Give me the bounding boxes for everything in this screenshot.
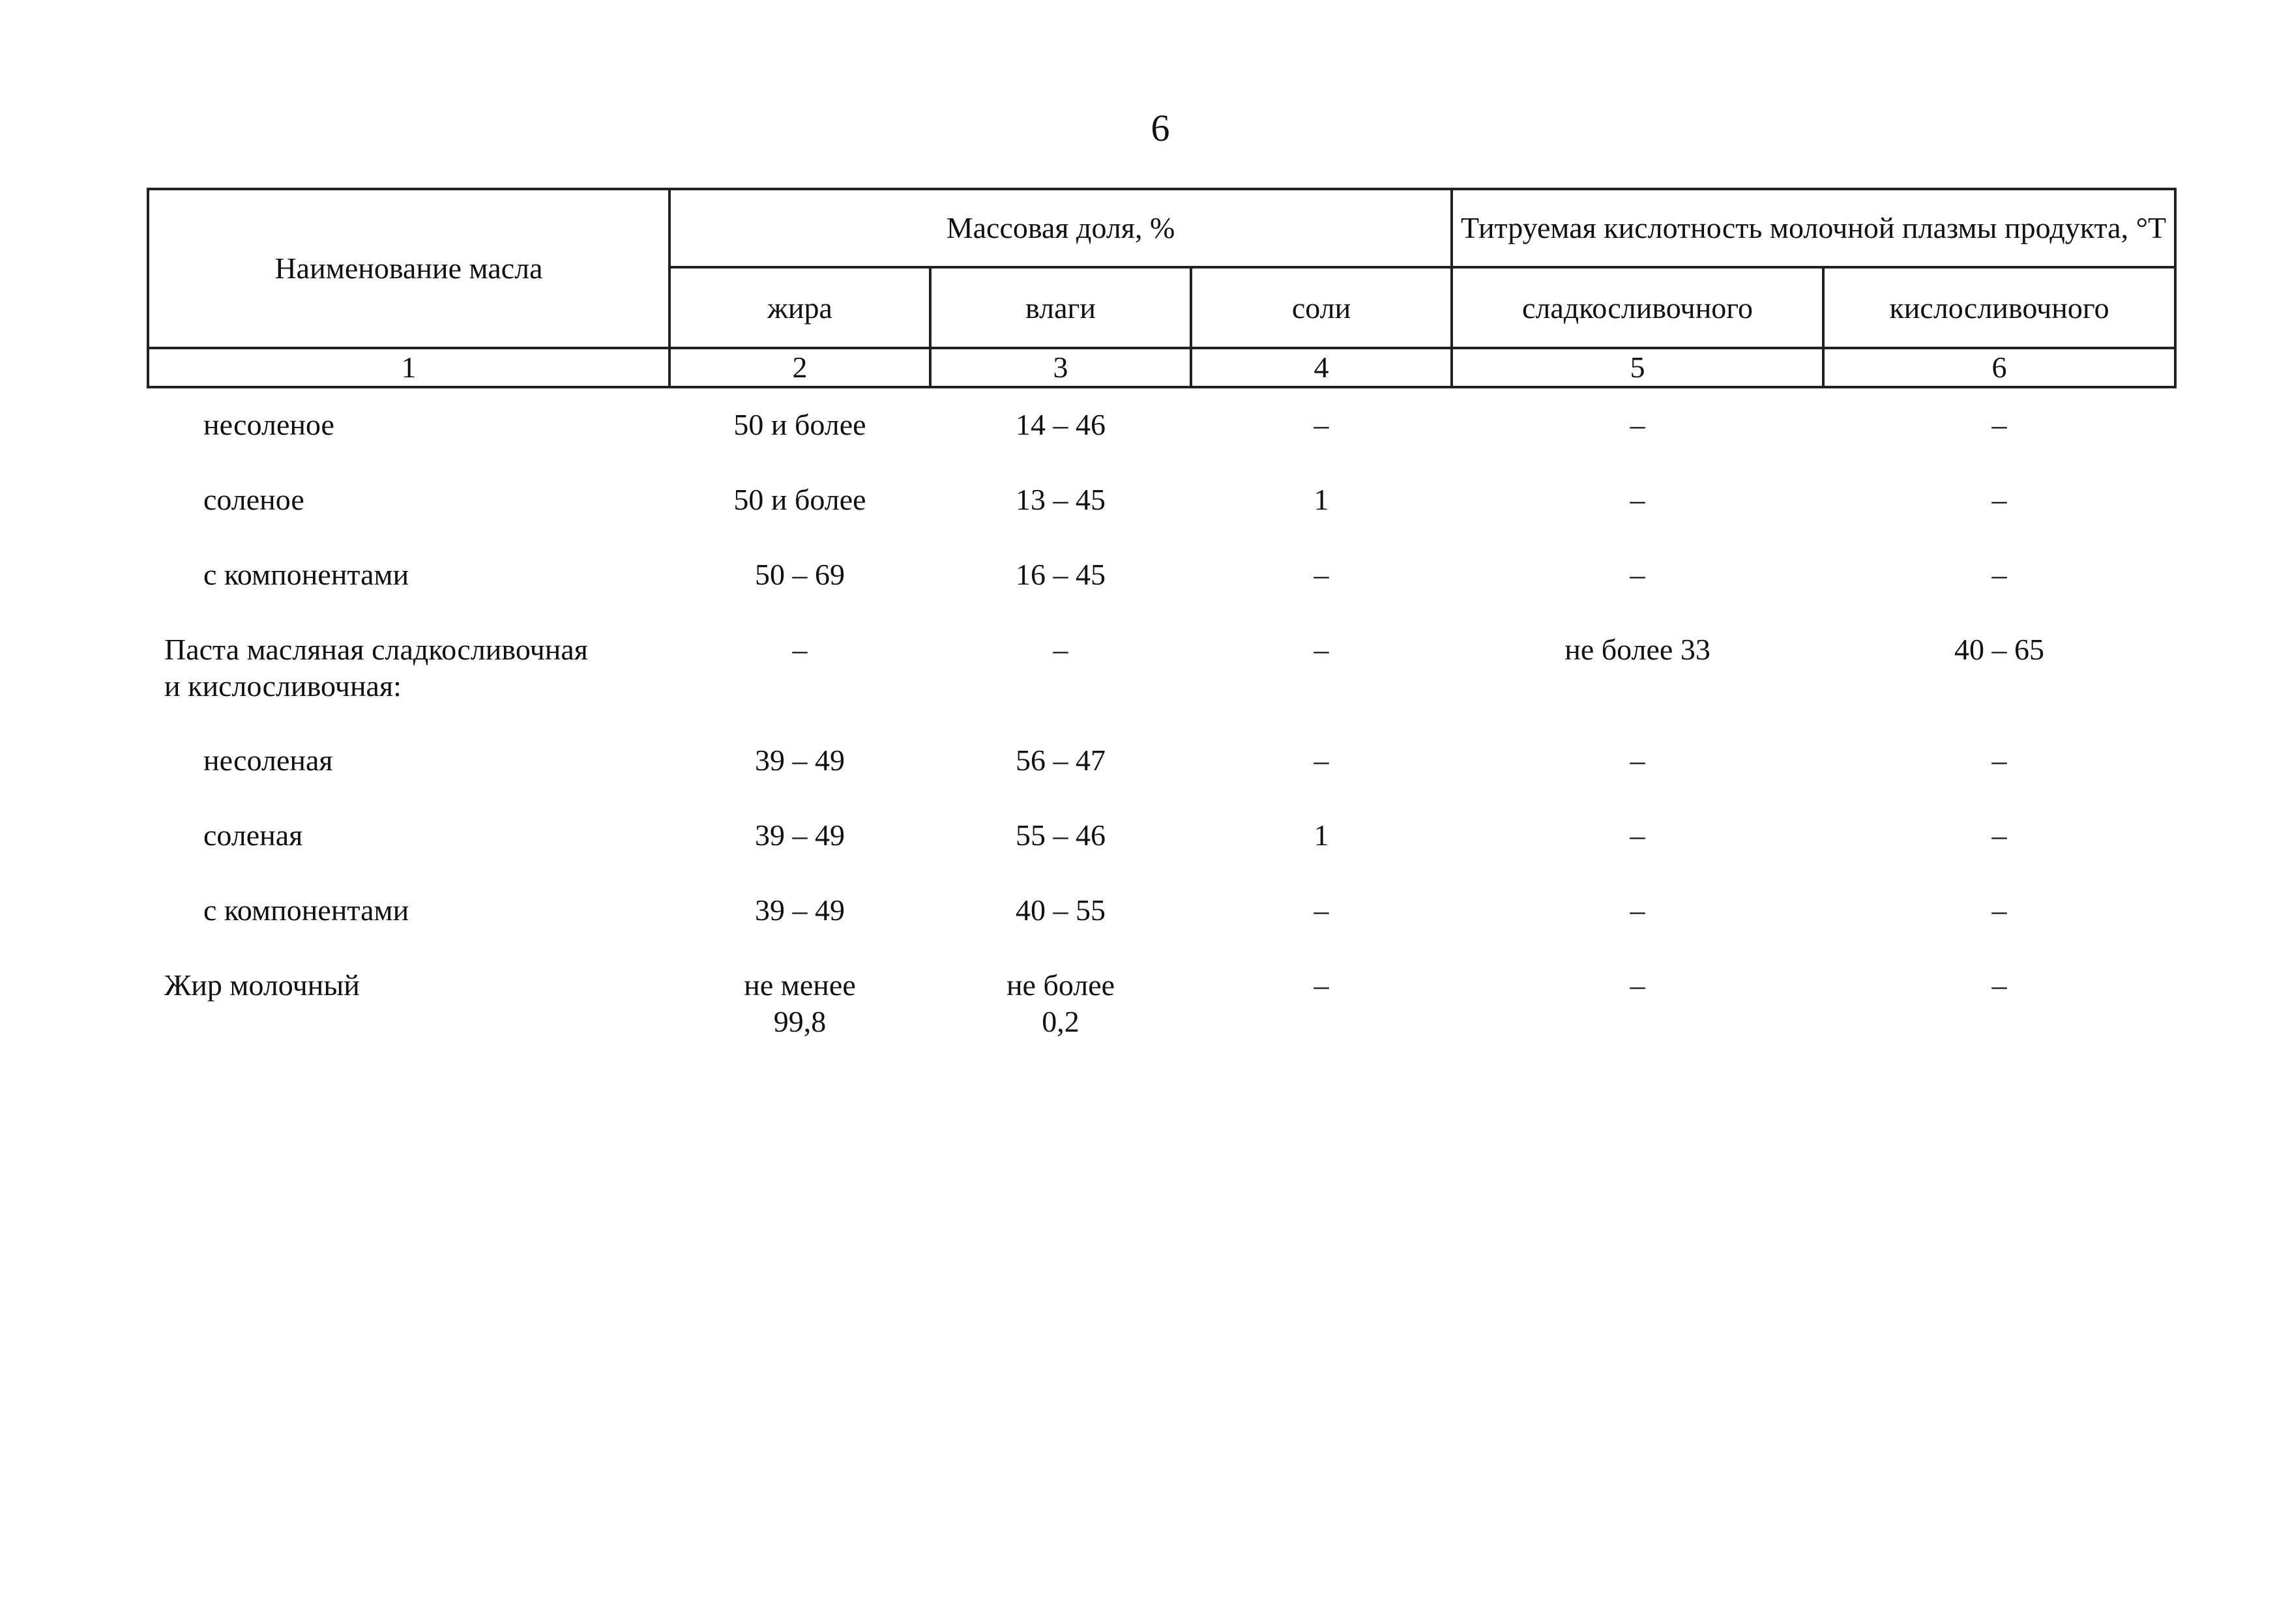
header-salt: соли: [1191, 267, 1452, 348]
cell-salt: 1: [1314, 819, 1329, 852]
table-row: [148, 557, 2175, 631]
row-name: с компонентами: [203, 893, 409, 927]
header-row-1: [148, 189, 2175, 267]
cell-sour-acidity: –: [1991, 483, 2007, 516]
column-number: 3: [930, 348, 1191, 387]
page-number: 6: [1151, 107, 1170, 149]
table-body: [148, 387, 2175, 1042]
cell-moisture: 55 – 46: [1016, 819, 1106, 852]
cell-sour-acidity: –: [1991, 744, 2007, 777]
cell-moisture: 16 – 45: [1016, 558, 1106, 591]
cell-sweet-acidity: –: [1630, 408, 1645, 441]
cell-sweet-acidity: –: [1630, 968, 1645, 1002]
table-row: [148, 387, 2175, 482]
cell-salt: –: [1314, 408, 1329, 441]
cell-line: 0,2: [1042, 1005, 1079, 1038]
cell-moisture: –: [1053, 633, 1068, 666]
column-number: 1: [148, 348, 669, 387]
row-name: с компонентами: [203, 558, 409, 591]
cell-line: не менее: [744, 968, 856, 1002]
cell-sour-acidity: 40 – 65: [1954, 633, 2045, 666]
cell-moisture: [930, 967, 1191, 1042]
header-moisture: влаги: [930, 267, 1191, 348]
table-row: [148, 631, 2175, 742]
row-name: соленое: [203, 483, 304, 516]
cell-sweet-acidity: не более 33: [1564, 633, 1710, 666]
cell-salt: 1: [1314, 483, 1329, 516]
row-name: несоленое: [203, 408, 334, 441]
table-row: [148, 482, 2175, 557]
header-column-numbers: [148, 348, 2175, 387]
cell-fat: 39 – 49: [755, 819, 845, 852]
header-sweet-cream: сладкосливочного: [1452, 267, 1823, 348]
row-name: [148, 631, 669, 742]
cell-sweet-acidity: –: [1630, 819, 1645, 852]
column-number: 4: [1191, 348, 1452, 387]
cell-line: не более: [1006, 968, 1115, 1002]
cell-moisture: 56 – 47: [1016, 744, 1106, 777]
row-name: Жир молочный: [164, 968, 360, 1002]
table-row: [148, 892, 2175, 967]
cell-moisture: 14 – 46: [1016, 408, 1106, 441]
header-name: Наименование масла: [148, 189, 669, 348]
table-row: [148, 742, 2175, 817]
cell-moisture: 13 – 45: [1016, 483, 1106, 516]
cell-fat: 50 – 69: [755, 558, 845, 591]
row-name: соленая: [203, 819, 303, 852]
cell-sour-acidity: –: [1991, 819, 2007, 852]
cell-salt: –: [1314, 744, 1329, 777]
cell-salt: –: [1314, 893, 1329, 927]
row-name: несоленая: [203, 744, 333, 777]
header-acidity: Титруемая кислотность молочной плазмы продукта, °Т: [1452, 189, 2175, 267]
butter-spec-table: [147, 188, 2177, 1042]
cell-moisture: 40 – 55: [1016, 893, 1106, 927]
cell-sweet-acidity: –: [1630, 558, 1645, 591]
cell-sour-acidity: –: [1991, 968, 2007, 1002]
cell-sour-acidity: –: [1991, 558, 2007, 591]
cell-fat: 39 – 49: [755, 893, 845, 927]
cell-sweet-acidity: –: [1630, 893, 1645, 927]
cell-salt: –: [1314, 558, 1329, 591]
header-sour-cream: кислосливочного: [1823, 267, 2175, 348]
cell-fat: 39 – 49: [755, 744, 845, 777]
column-number: 5: [1452, 348, 1823, 387]
cell-sour-acidity: –: [1991, 408, 2007, 441]
cell-line: 99,8: [773, 1005, 827, 1038]
cell-fat: –: [792, 633, 808, 666]
header-fat: жира: [669, 267, 930, 348]
cell-sweet-acidity: –: [1630, 483, 1645, 516]
cell-salt: –: [1314, 968, 1329, 1002]
cell-fat: 50 и более: [733, 483, 866, 516]
cell-fat: [669, 967, 930, 1042]
table-row: [148, 967, 2175, 1042]
cell-sour-acidity: –: [1991, 893, 2007, 927]
column-number: 2: [669, 348, 930, 387]
row-name-line: Паста масляная сладкосливочная: [164, 633, 588, 666]
row-name-line: и кислосливочная:: [164, 669, 402, 703]
cell-salt: –: [1314, 633, 1329, 666]
cell-sweet-acidity: –: [1630, 744, 1645, 777]
table-header: [148, 189, 2175, 387]
cell-fat: 50 и более: [733, 408, 866, 441]
column-number: 6: [1823, 348, 2175, 387]
table-row: [148, 817, 2175, 892]
header-mass-fraction: Массовая доля, %: [669, 189, 1452, 267]
